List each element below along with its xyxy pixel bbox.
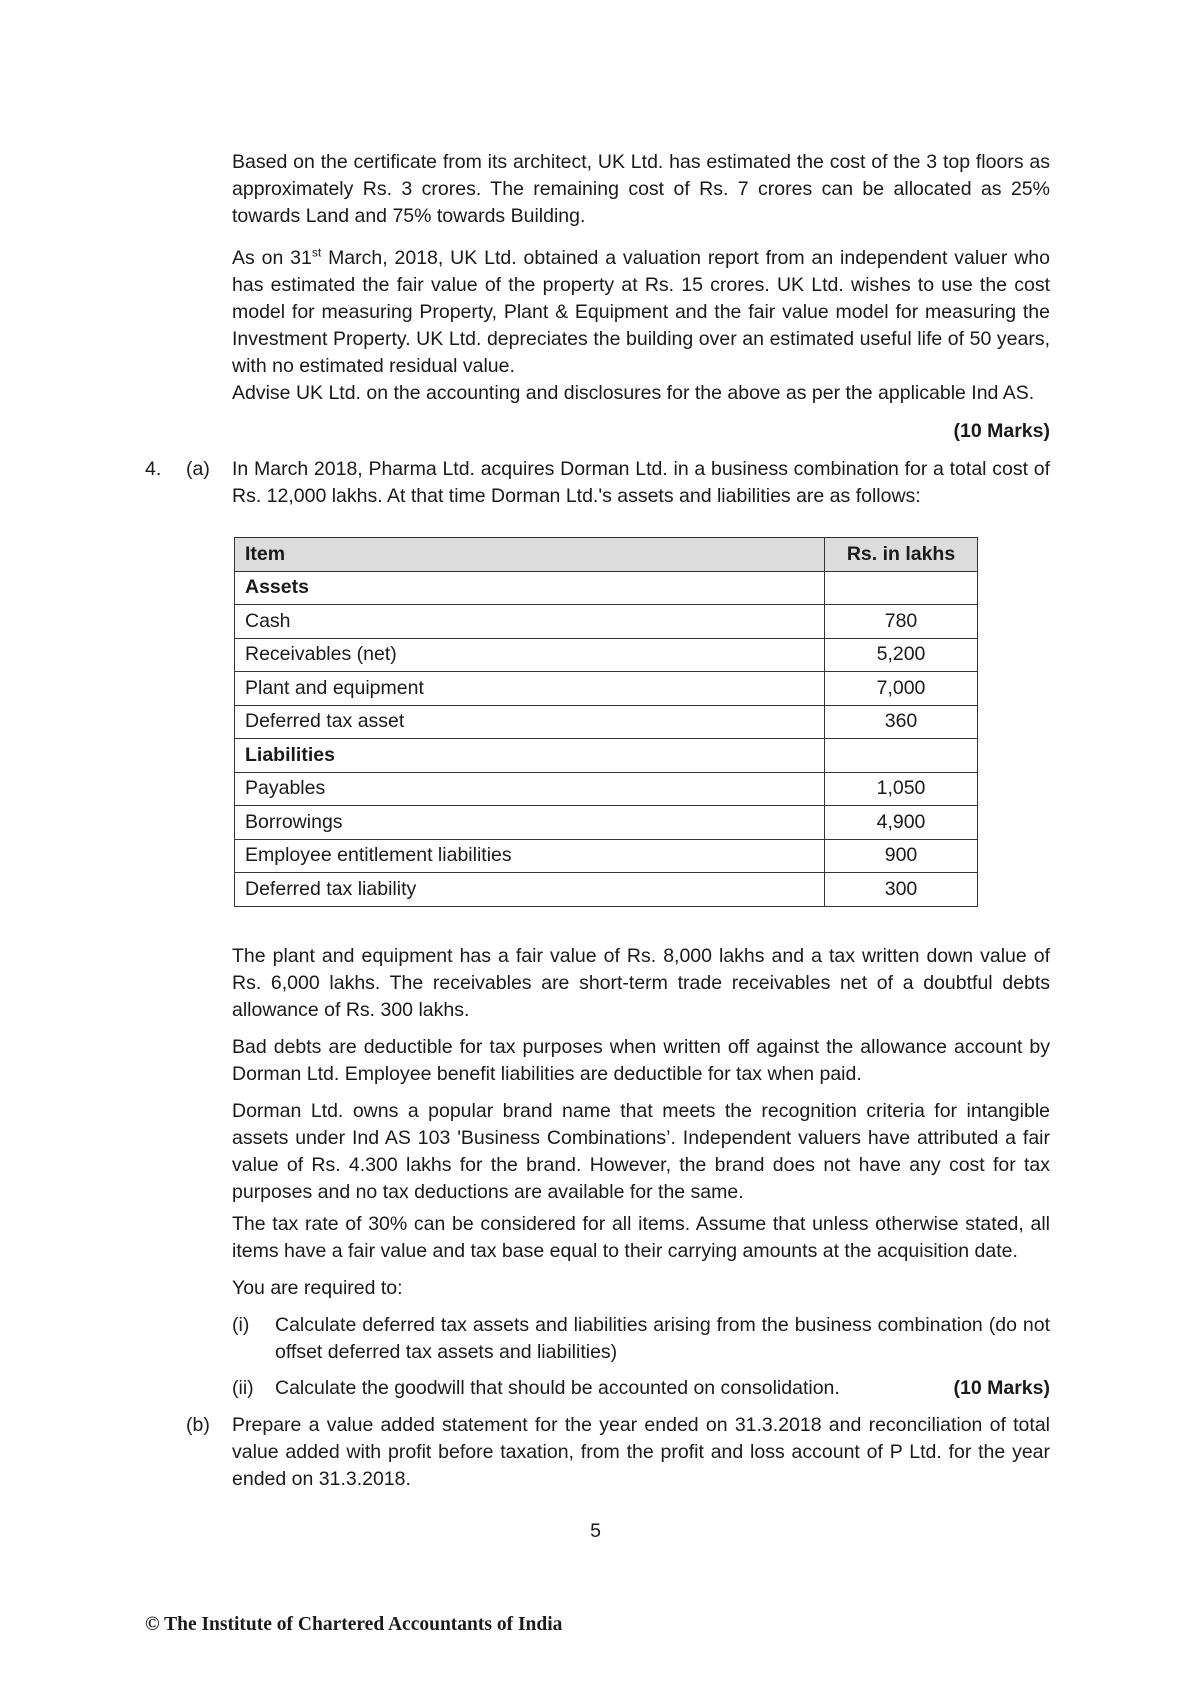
part-a-paragraph-2: Bad debts are deductible for tax purposes when written off against the allowance account by Dorman Ltd. Employee benefit liabilities are deductible for tax when paid. [232, 1036, 1050, 1085]
row-amount: 4,900 [825, 806, 978, 840]
table-row [235, 873, 978, 907]
table-row [235, 672, 978, 706]
p2-start: As on 31 [232, 247, 312, 269]
sub-ii-label: (ii) [232, 1377, 254, 1399]
sub-i-label: (i) [232, 1314, 250, 1336]
row-item: Receivables (net) [235, 638, 825, 672]
row-amount: 780 [825, 605, 978, 639]
row-amount: 360 [825, 705, 978, 739]
sub-ii-text: Calculate the goodwill that should be accounted on consolidation. [275, 1377, 840, 1399]
row-item: Deferred tax asset [235, 705, 825, 739]
intro-paragraph-1: Based on the certificate from its architect, UK Ltd. has estimated the cost of the 3 top floors as approximately Rs. 3 crores. The remaining cost of Rs. 7 crores can be allocated as 25% towards Land and 75% towards Building. [232, 151, 1050, 227]
table-row [235, 705, 978, 739]
section-liabilities: Liabilities [235, 739, 825, 773]
required-label: You are required to: [232, 1277, 403, 1299]
part-b-question: Prepare a value added statement for the year ended on 31.3.2018 and reconciliation of total value added with profit before taxation, from the profit and loss account of P Ltd. for the year ended on 31.3.2018. [232, 1414, 1050, 1490]
table-row [235, 605, 978, 639]
table-row [235, 839, 978, 873]
intro-paragraph-3: Advise UK Ltd. on the accounting and disclosures for the above as per the applicable Ind AS. [232, 382, 1035, 404]
part-a-question: In March 2018, Pharma Ltd. acquires Dorman Ltd. in a business combination for a total cost of Rs. 12,000 lakhs. At that time Dorman Ltd.'s assets and liabilities are as follows: [232, 458, 1050, 507]
marks-label: (10 Marks) [953, 420, 1050, 442]
table-header-row [235, 538, 978, 572]
row-amount: 900 [825, 839, 978, 873]
row-item: Plant and equipment [235, 672, 825, 706]
row-amount: 1,050 [825, 772, 978, 806]
part-a-label: (a) [186, 458, 210, 480]
intro-paragraph-2 [232, 245, 1050, 380]
footer-copyright: © The Institute of Chartered Accountants of India [145, 1614, 563, 1635]
row-item: Cash [235, 605, 825, 639]
row-amount: 7,000 [825, 672, 978, 706]
table-row [235, 806, 978, 840]
part-a-paragraph-4: The tax rate of 30% can be considered for all items. Assume that unless otherwise stated, all items have a fair value and tax base equal to their carrying amounts at the acquisition date. [232, 1213, 1050, 1262]
marks-label-a: (10 Marks) [953, 1377, 1050, 1399]
header-item: Item [235, 538, 825, 572]
table-section-row [235, 739, 978, 773]
table-row [235, 638, 978, 672]
sub-i-text: Calculate deferred tax assets and liabilities arising from the business combination (do not offset deferred tax assets and liabilities) [275, 1314, 1050, 1363]
page-number: 5 [590, 1520, 601, 1542]
ordinal-superscript: st [311, 245, 322, 260]
question-number: 4. [145, 458, 162, 480]
p2-rest: March, 2018, UK Ltd. obtained a valuation report from an independent valuer who has estimated the fair value of the property at Rs. 15 crores. UK Ltd. wishes to use the cost model for measuring Property, Plant & Equipment and the fair value model for measuring the Investment Property. UK Ltd. depreciates the building over an estimated useful life of 50 years, with no estimated residual value. [232, 247, 1050, 377]
row-item: Borrowings [235, 806, 825, 840]
part-a-paragraph-1: The plant and equipment has a fair value of Rs. 8,000 lakhs and a tax written down value of Rs. 6,000 lakhs. The receivables are short-term trade receivables net of a doubtful debts allowance of Rs. 300 lakhs. [232, 945, 1050, 1021]
section-assets: Assets [235, 571, 825, 605]
balance-table [234, 537, 978, 907]
table-row [235, 772, 978, 806]
row-item: Deferred tax liability [235, 873, 825, 907]
header-amount: Rs. in lakhs [825, 538, 978, 572]
part-b-label: (b) [186, 1414, 210, 1436]
row-amount: 300 [825, 873, 978, 907]
table-section-row [235, 571, 978, 605]
row-item: Employee entitlement liabilities [235, 839, 825, 873]
row-amount: 5,200 [825, 638, 978, 672]
row-item: Payables [235, 772, 825, 806]
part-a-paragraph-3: Dorman Ltd. owns a popular brand name that meets the recognition criteria for intangible assets under Ind AS 103 'Business Combinations’. Independent valuers have attributed a fair value of Rs. 4.300 lakhs for the brand. However, the brand does not have any cost for tax purposes and no tax deductions are available for the same. [232, 1100, 1050, 1203]
